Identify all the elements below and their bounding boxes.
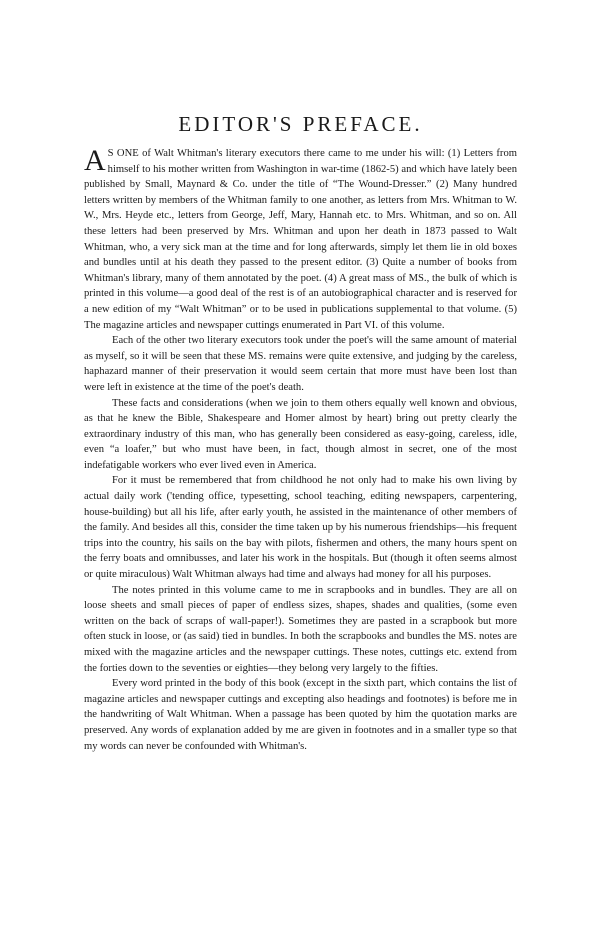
paragraph-6: Every word printed in the body of this book (except in the sixth part, which contains the list of magazine articles and newspaper cuttings and excepting also headings and footnotes) is before me in the handwriting of Walt Whitman. When a passage has been quoted by him the quotation marks are preserved. Any words of explanation added by me are given in footnotes and in a smaller type so that my words can never be confounded with Whitman's. <box>84 678 517 752</box>
paragraph-3: These facts and considerations (when we join to them others equally well known and obvious, as that he knew the Bible, Shakespeare and Homer almost by heart) bring out pretty clearly the extraordinary industry of this man, who has generally been considered as easy-going, careless, idle, even “a loafer,” but who must have been, in fact, though almost in secret, one of the most indefatigable workers who ever lived even in America. <box>84 397 517 471</box>
paragraph-5: The notes printed in this volume came to me in scrapbooks and in bundles. They are all on loose sheets and small pieces of paper of endless sizes, shapes, shades and qualities, (some even written on the back of scraps of wall-paper!). Sometimes they are pasted in a scrapbook but more often stuck in loose, or (as said) tied in bundles. In both the scrapbooks and bundles the MS. notes are mixed with the magazine articles and the newspaper cuttings. These notes, cuttings etc. extend from the forties down to the seventies or eighties—they belong very largely to the fifties. <box>84 584 517 674</box>
paragraph-4: For it must be remembered that from childhood he not only had to make his own living by actual daily work ('tending office, typesetting, school teaching, editing newspapers, carpentering, house-building) but all his life, after early youth, he assisted in the maintenance of other members of the family. And besides all this, consider the time taken up by his numerous friendships—his frequent trips into the country, his sails on the bay with pilots, fishermen and others, the many hours spent on the ferry boats and omnibusses, and later his work in the hospitals. But (though it often seems almost or quite miraculous) Walt Whitman always had time and always had money for all his purposes. <box>84 475 517 581</box>
paragraph-1 <box>84 146 517 333</box>
preface-body <box>84 146 517 754</box>
paragraph-1-text: S ONE of Walt Whitman's literary executors there came to me under his will: (1) Letters from himself to his mother written from Washington in war-time (1862-5) and which have lately been published by Small, Maynard & Co. under the title of “The Wound-Dresser.” (2) Many hundred letters written by members of the Whitman family to one another, as letters from Mrs. Whitman to W. W., Mrs. Heyde etc., letters from George, Jeff, Mary, Hannah etc. to Mrs. Whitman, and so on. All these letters had been preserved by Mrs. Whitman and upon her death in 1873 passed to Walt Whitman, who, a very sick man at the time and for long afterwards, simply let them lie in old boxes and bundles until at his death they passed to the present editor. (3) Quite a number of books from Whitman's library, many of them annotated by the poet. (4) A great mass of MS., the bulk of which is printed in this volume—a good deal of the rest is of an autobiographical character and is reserved for a new edition of my “Walt Whitman” or to be used in publications supplemental to that volume. (5) The magazine articles and newspaper cuttings enumerated in Part VI. of this volume. <box>84 148 517 331</box>
paragraph-2: Each of the other two literary executors took under the poet's will the same amount of material as myself, so it will be seen that these MS. remains were quite extensive, and judging by the careless, haphazard manner of their preservation it would seem certain that more must have been lost than were left in existence at the time of the poet's death. <box>84 335 517 393</box>
drop-cap: A <box>84 144 106 177</box>
page-title: EDITOR'S PREFACE. <box>178 112 423 136</box>
